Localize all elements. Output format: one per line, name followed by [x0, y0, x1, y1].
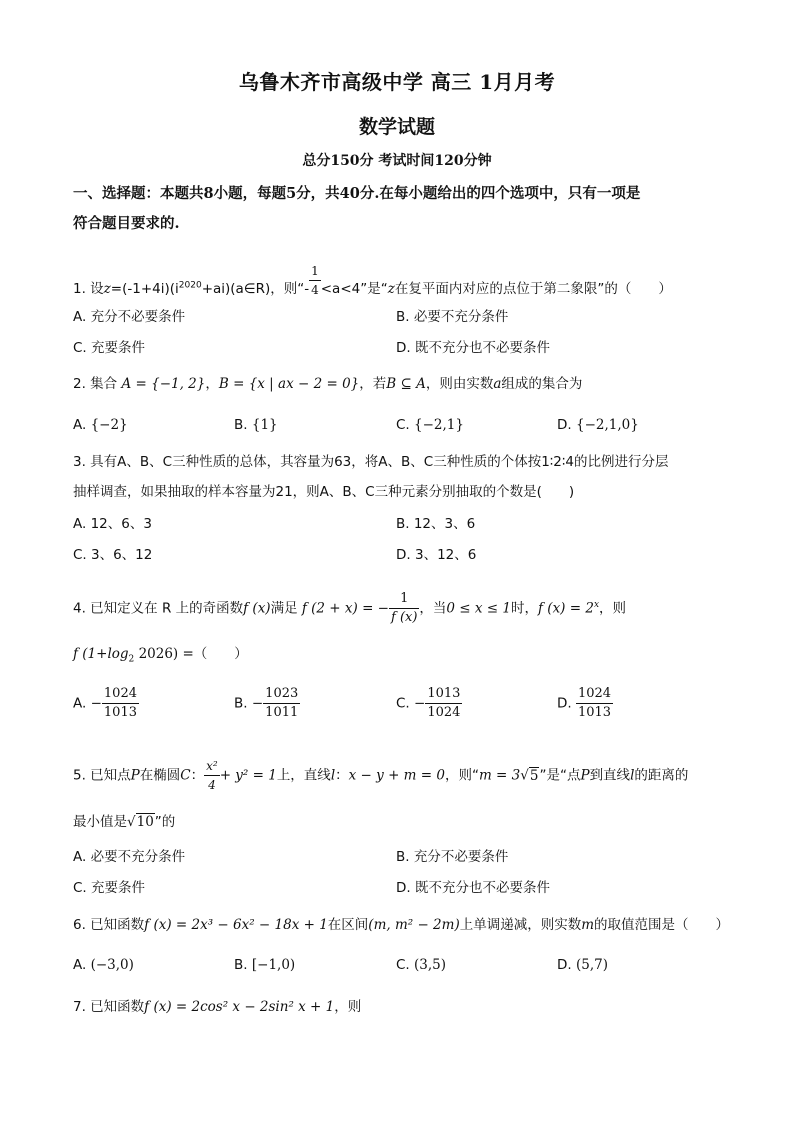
exam-info: 总分150分 考试时间120分钟 [302, 153, 492, 169]
question-4-stem: 4. 已知定义在 R 上的奇函数f (x)满足 f (2 + x) = − $\frac{1}{f (x)}$ ，当0 ≤ x ≤ 1时，f $(x) = 2^x$，则 [73, 591, 627, 625]
question-5-option-c[interactable]: C. 充要条件 [73, 880, 146, 896]
question-4-option-c[interactable]: C. − $\frac{1013}{1024}$ [396, 686, 461, 720]
question-5-option-d[interactable]: D. 既不充分也不必要条件 [396, 880, 550, 896]
question-1-option-d[interactable]: D. 既不充分也不必要条件 [396, 340, 550, 356]
question-3-option-a[interactable]: A. 12、6、3 [73, 516, 152, 532]
question-5-stem: 5. 已知点P在椭圆C： $\frac{\text{x²}}{4}$ + y² = 1上，直线l：x − y + m = 0，则“m = 3√5”是“点P到直线l的距离的 [73, 759, 689, 792]
question-3-option-c[interactable]: C. 3、6、12 [73, 547, 153, 563]
question-6-stem: 6. 已知函数f (x) = 2x³ − 6x² − 18x + 1在区间(m, m² − 2m)上单调递减，则实数m的取值范围是（ ） [73, 917, 730, 933]
section-heading-line1: 一、选择题：本题共8小题，每题5分，共40分.在每小题给出的四个选项中，只有一项是 [73, 185, 641, 202]
question-3-option-b[interactable]: B. 12、3、6 [396, 516, 476, 532]
question-6-option-a[interactable]: A. (−3,0) [73, 957, 134, 973]
question-2-option-d[interactable]: D. {−2,1,0} [557, 417, 639, 433]
question-1-option-c[interactable]: C. 充要条件 [73, 340, 146, 356]
question-4-option-d[interactable]: D. $\frac{1024}{1013}$ [557, 686, 612, 720]
question-5-option-b[interactable]: B. 充分不必要条件 [396, 849, 509, 865]
question-1-option-b[interactable]: B. 必要不充分条件 [396, 309, 509, 325]
question-6-option-b[interactable]: B. [−1,0) [234, 957, 296, 973]
question-5-fraction: $\frac{\text{x²}}{4}$ [206, 759, 218, 792]
question-2-option-a[interactable]: A. {−2} [73, 417, 128, 433]
question-4-option-a[interactable]: A. − $\frac{1024}{1013}$ [73, 686, 137, 720]
section-heading-line2: 符合题目要求的. [73, 215, 180, 232]
question-4-stem-line2: f ($1+\log_2$ 2026) =（ ） [73, 646, 248, 665]
question-3-stem-line1: 3. 具有A、B、C三种性质的总体，其容量为63，将A、B、C三种性质的个体按1∶2∶4的比例进行分层 [73, 454, 669, 470]
question-2-option-c[interactable]: C. {−2,1} [396, 417, 464, 433]
question-1-fraction: $\frac{1}{4}$ [311, 264, 319, 297]
question-4-fraction: $\frac{1}{f (x)}$ [391, 591, 418, 625]
question-6-option-c[interactable]: C. (3,5) [396, 957, 447, 973]
exam-title: 乌鲁木齐市高级中学 高三 1月月考 [238, 70, 556, 94]
question-3-stem-line2: 抽样调查，如果抽取的样本容量为21，则A、B、C三种元素分别抽取的个数是( ) [73, 484, 575, 500]
section-heading [73, 179, 733, 239]
exam-subject: 数学试题 [358, 116, 435, 138]
question-3-option-d[interactable]: D. 3、12、6 [396, 547, 477, 563]
question-7-stem: 7. 已知函数f (x) = 2cos² x − 2sin² x + 1，则 [73, 999, 362, 1015]
question-4-option-b[interactable]: B. − $\frac{1023}{1011}$ [234, 686, 299, 720]
question-1-stem: 1. 设$z=(-1+4i)(i^{2020}+ai)(a\in R)$，则“- $\frac{1}{4}$ <a<4”是“z在复平面内对应的点位于第二象限”的（ ） [73, 264, 672, 297]
question-1-option-a[interactable]: A. 充分不必要条件 [73, 309, 186, 325]
question-2-option-b[interactable]: B. {1} [234, 417, 278, 433]
question-5-stem-line2: 最小值是√10”的 [73, 814, 176, 830]
question-2-stem: 2. 集合 A = {−1, 2}，B = {x | ax − 2 = 0}，若B ⊆ A，则由实数a组成的集合为 [73, 376, 583, 392]
question-5-option-a[interactable]: A. 必要不充分条件 [73, 849, 186, 865]
question-6-option-d[interactable]: D. (5,7) [557, 957, 608, 973]
